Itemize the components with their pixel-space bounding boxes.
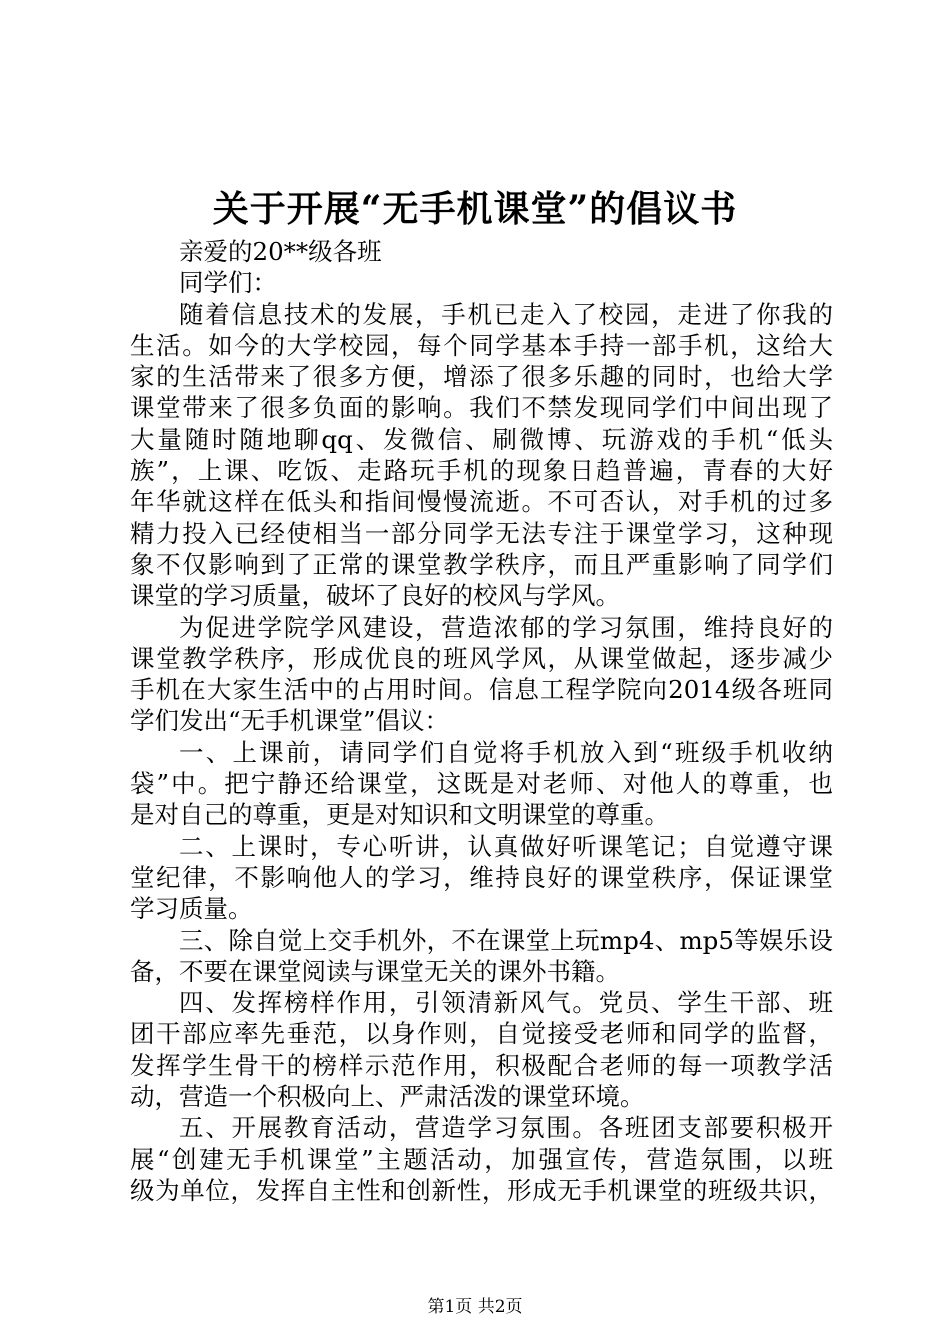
text-line: 动，营造一个积极向上、严肃活泼的课堂环境。 [130,1082,645,1112]
text-line: 五、开展教育活动，营造学习氛围。各班团支部要积极开 [179,1113,833,1143]
text-line: 课堂教学秩序，形成优良的班风学风，从课堂做起，逐步减少 [130,643,833,673]
text-line: 级为单位，发挥自主性和创新性，形成无手机课堂的班级共识， [130,1175,833,1205]
text-line: 亲爱的20**级各班 [179,237,382,266]
text-line: 三、除自觉上交手机外，不在课堂上玩mp4、mp5等娱乐设 [179,925,833,955]
text-line: 学们发出“无手机课堂”倡议： [130,706,450,736]
text-line: 是对自己的尊重，更是对知识和文明课堂的尊重。 [130,800,669,830]
text-line: 一、上课前，请同学们自觉将手机放入到“班级手机收纳 [179,737,833,767]
text-line: 展“创建无手机课堂”主题活动，加强宣传，营造氛围，以班 [130,1144,833,1174]
text-line: 为促进学院学风建设，营造浓郁的学习氛围，维持良好的 [179,612,833,642]
text-line: 课堂的学习质量，破坏了良好的校风与学风。 [130,581,620,611]
text-line: 精力投入已经使相当一部分同学无法专注于课堂学习，这种现 [130,518,833,548]
text-line: 家的生活带来了很多方便，增添了很多乐趣的同时，也给大学 [130,362,833,392]
text-line: 随着信息技术的发展，手机已走入了校园，走进了你我的 [179,299,833,329]
text-line: 族”，上课、吃饭、走路玩手机的现象日趋普遍，青春的大好 [130,456,833,486]
text-line: 生活。如今的大学校园，每个同学基本手持一部手机，这给大 [130,330,833,360]
text-line: 象不仅影响到了正常的课堂教学秩序，而且严重影响了同学们 [130,549,833,579]
document-body [130,236,833,1206]
text-line: 手机在大家生活中的占用时间。信息工程学院向2014级各班同 [130,675,833,705]
text-line: 大量随时随地聊qq、发微信、刷微博、玩游戏的手机“低头 [130,424,833,454]
text-line: 袋”中。把宁静还给课堂，这既是对老师、对他人的尊重，也 [130,769,833,799]
text-line: 发挥学生骨干的榜样示范作用，积极配合老师的每一项教学活 [130,1050,833,1080]
text-line: 学习质量。 [130,894,253,924]
document-title: 关于开展“无手机课堂”的倡议书 [212,188,738,230]
text-line: 课堂带来了很多负面的影响。我们不禁发现同学们中间出现了 [130,393,833,423]
text-line: 年华就这样在低头和指间慢慢流逝。不可否认，对手机的过多 [130,487,833,517]
page-footer: 第1页 共2页 [427,1297,523,1317]
text-line: 团干部应率先垂范，以身作则，自觉接受老师和同学的监督， [130,1019,833,1049]
text-line: 备，不要在课堂阅读与课堂无关的课外书籍。 [130,956,620,986]
text-line: 二、上课时，专心听讲，认真做好听课笔记；自觉遵守课 [179,831,833,861]
text-line: 四、发挥榜样作用，引领清新风气。党员、学生干部、班 [179,988,833,1018]
text-line: 同学们： [179,268,277,298]
text-line: 堂纪律，不影响他人的学习，维持良好的课堂秩序，保证课堂 [130,862,833,892]
